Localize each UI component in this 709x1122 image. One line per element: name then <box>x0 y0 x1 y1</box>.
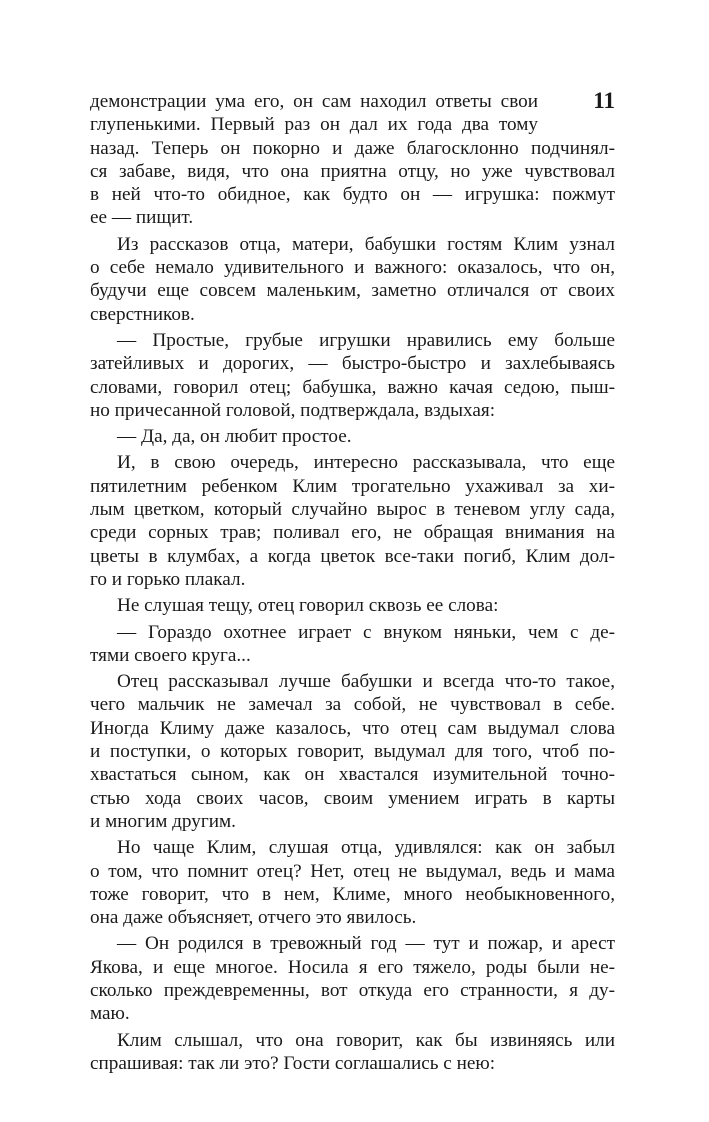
text-line: и многим другим. <box>90 810 236 832</box>
text-line: Но чаще Клим, слушая отца, удивлялся: как он забыл <box>117 837 615 859</box>
text-line: — Он родился в тревожный год — тут и пожар, и арест <box>117 933 615 955</box>
text-line: ся забаве, видя, что она приятна отцу, но уже чувствовал <box>90 160 615 182</box>
text-line: — Гораздо охотнее играет с внуком няньки, чем с де- <box>117 621 615 643</box>
text-line: Не слушая тещу, отец говорил сквозь ее слова: <box>117 595 499 617</box>
text-line: чего мальчик не замечал за собой, не чувствовал в себе. <box>90 694 615 716</box>
text-line: Якова, и еще многое. Носила я его тяжело, роды были не- <box>90 956 615 978</box>
text-line: тями своего круга... <box>90 644 251 666</box>
text-line: в ней что-то обидное, как будто он — игрушка: пожмут <box>90 184 615 206</box>
text-line: глупенькими. Первый раз он дал их года два тому <box>90 114 538 136</box>
text-line: Иногда Климу даже казалось, что отец сам выдумал слова <box>90 717 615 739</box>
text-line: о себе немало удивительного и важного: оказалось, что он, <box>90 257 615 279</box>
text-line: лым цветком, который случайно вырос в теневом углу сада, <box>90 499 615 521</box>
text-line: цветы в клумбах, а когда цветок все-таки погиб, Клим дол- <box>90 545 615 567</box>
text-line: Отец рассказывал лучше бабушки и всегда что-то такое, <box>117 671 615 693</box>
text-line: она даже объясняет, отчего это явилось. <box>90 907 417 929</box>
text-line: Из рассказов отца, матери, бабушки гостям Клим узнал <box>117 233 615 255</box>
text-line: назад. Теперь он покорно и даже благосклонно подчинял- <box>90 137 615 159</box>
text-line: го и горько плакал. <box>90 568 246 590</box>
body-text <box>90 90 615 1075</box>
text-line: Клим слышал, что она говорит, как бы извиняясь или <box>117 1029 615 1051</box>
text-line: маю. <box>90 1003 130 1025</box>
text-line: сверстников. <box>90 303 195 325</box>
page-number: 11 <box>593 88 615 113</box>
text-line: о том, что помнит отец? Нет, отец не выдумал, ведь и мама <box>90 860 615 882</box>
text-line: стью хода своих часов, своим умением играть в карты <box>90 787 615 809</box>
text-line: — Простые, грубые игрушки нравились ему больше <box>117 329 615 351</box>
text-line: будучи еще совсем маленьким, заметно отличался от своих <box>90 280 615 302</box>
text-line: сколько преждевременны, вот откуда его странности, я ду- <box>90 979 615 1001</box>
text-line: демонстрации ума его, он сам находил ответы свои <box>90 91 538 112</box>
text-line: тоже говорит, что в нем, Климе, много необыкновенного, <box>90 883 615 905</box>
text-line: хвастаться сыном, как он хвастался изумительной точно- <box>90 764 615 786</box>
text-line: и поступки, о которых говорит, выдумал для того, чтоб по- <box>90 741 615 763</box>
text-line: спрашивая: так ли это? Гости соглашались с нею: <box>90 1052 496 1074</box>
text-line: ее — пищит. <box>90 207 194 229</box>
text-line: И, в свою очередь, интересно рассказывала, что еще <box>117 452 615 474</box>
book-page <box>90 90 615 1075</box>
text-line: среди сорных трав; поливал его, не обращая внимания на <box>90 522 615 544</box>
text-line: но причесанной головой, подтверждала, вздыхая: <box>90 399 496 421</box>
text-line: — Да, да, он любит простое. <box>117 426 352 448</box>
text-line: затейливых и дорогих, — быстро-быстро и захлебываясь <box>90 353 615 375</box>
text-line: словами, говорил отец; бабушка, важно качая седою, пыш- <box>90 376 615 398</box>
text-line: пятилетним ребенком Клим трогательно ухаживал за хи- <box>90 475 615 497</box>
